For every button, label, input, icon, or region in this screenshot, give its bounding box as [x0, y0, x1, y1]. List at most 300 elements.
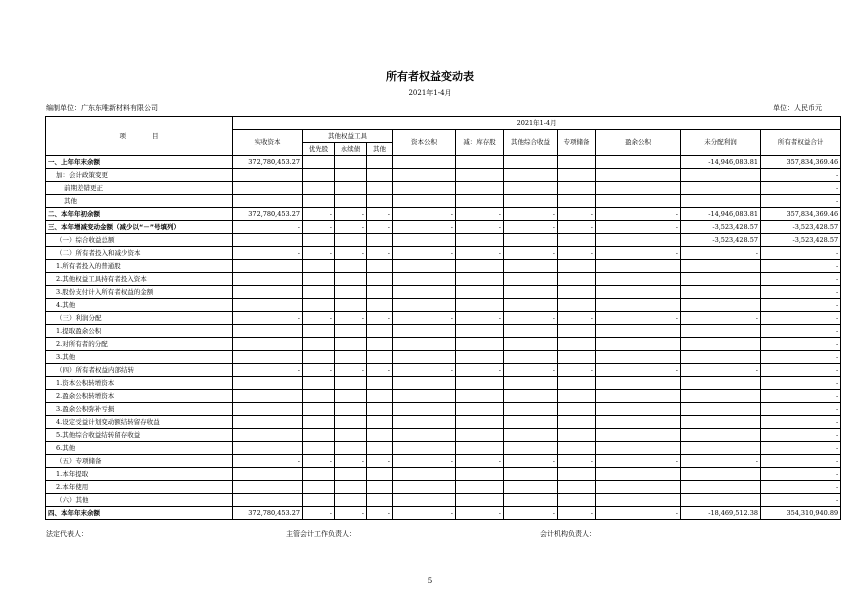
row-cell — [367, 351, 393, 364]
row-cell — [596, 377, 681, 390]
row-cell: - — [761, 403, 841, 416]
row-cell — [456, 286, 504, 299]
row-cell — [233, 377, 303, 390]
row-cell: - — [681, 247, 761, 260]
header-surplus: 盈余公积 — [596, 130, 681, 156]
row-cell: - — [367, 364, 393, 377]
row-cell: - — [761, 494, 841, 507]
row-cell: - — [233, 312, 303, 325]
row-cell: -3,523,428.57 — [761, 234, 841, 247]
row-cell: - — [393, 312, 456, 325]
row-cell — [456, 468, 504, 481]
row-label: 2.其他权益工具持有者投入资本 — [46, 273, 233, 286]
row-cell — [558, 273, 596, 286]
row-cell — [681, 442, 761, 455]
row-cell: - — [303, 507, 335, 520]
row-cell — [504, 338, 558, 351]
row-cell — [367, 403, 393, 416]
row-cell: - — [335, 221, 367, 234]
row-cell — [456, 494, 504, 507]
row-cell: - — [504, 364, 558, 377]
row-cell: - — [504, 455, 558, 468]
row-cell — [303, 299, 335, 312]
row-cell: -3,523,428.57 — [761, 221, 841, 234]
row-label: 5.其他综合收益结转留存收益 — [46, 429, 233, 442]
row-cell — [233, 234, 303, 247]
row-cell — [504, 403, 558, 416]
row-cell: - — [367, 507, 393, 520]
row-cell — [596, 351, 681, 364]
row-cell — [681, 273, 761, 286]
row-cell — [681, 260, 761, 273]
row-cell: - — [456, 312, 504, 325]
row-cell — [303, 169, 335, 182]
row-cell — [596, 416, 681, 429]
row-cell: - — [761, 325, 841, 338]
row-cell — [367, 169, 393, 182]
row-cell: - — [761, 468, 841, 481]
row-cell — [596, 169, 681, 182]
row-cell: - — [335, 208, 367, 221]
row-cell — [233, 325, 303, 338]
row-cell — [393, 390, 456, 403]
row-label: （五）专项储备 — [46, 455, 233, 468]
table-row — [46, 182, 841, 195]
row-cell — [367, 494, 393, 507]
row-cell — [456, 403, 504, 416]
row-cell: - — [335, 247, 367, 260]
row-cell — [504, 195, 558, 208]
row-cell — [233, 286, 303, 299]
row-cell — [367, 468, 393, 481]
row-cell: - — [596, 364, 681, 377]
row-cell — [596, 299, 681, 312]
row-cell — [303, 351, 335, 364]
row-cell — [681, 416, 761, 429]
row-cell: - — [393, 455, 456, 468]
row-cell: - — [761, 377, 841, 390]
row-cell: - — [456, 455, 504, 468]
row-label: 2.对所有者的分配 — [46, 338, 233, 351]
row-cell — [335, 156, 367, 169]
row-cell: -3,523,428.57 — [681, 221, 761, 234]
row-label: 加：会计政策变更 — [46, 169, 233, 182]
row-cell: - — [504, 507, 558, 520]
row-cell — [335, 195, 367, 208]
row-cell — [456, 260, 504, 273]
row-cell — [558, 195, 596, 208]
row-cell: -14,946,083.81 — [681, 208, 761, 221]
row-cell — [456, 299, 504, 312]
row-label: 4.设定受益计划变动额结转留存收益 — [46, 416, 233, 429]
row-cell: - — [303, 455, 335, 468]
row-cell — [681, 351, 761, 364]
table-row — [46, 416, 841, 429]
row-cell — [596, 481, 681, 494]
table-row — [46, 325, 841, 338]
table-row — [46, 494, 841, 507]
row-cell — [558, 403, 596, 416]
row-cell — [504, 169, 558, 182]
row-cell — [233, 442, 303, 455]
row-cell: - — [456, 208, 504, 221]
row-cell — [504, 429, 558, 442]
table-row — [46, 195, 841, 208]
row-cell — [504, 325, 558, 338]
row-cell — [233, 403, 303, 416]
row-cell — [681, 494, 761, 507]
row-cell — [303, 234, 335, 247]
row-cell: - — [761, 169, 841, 182]
row-cell — [335, 325, 367, 338]
row-cell: - — [761, 364, 841, 377]
row-cell — [335, 260, 367, 273]
row-cell: - — [558, 312, 596, 325]
row-cell — [558, 299, 596, 312]
row-cell — [504, 234, 558, 247]
table-row — [46, 377, 841, 390]
header-perpetual: 永续债 — [335, 143, 367, 156]
row-cell: - — [393, 247, 456, 260]
row-cell — [504, 416, 558, 429]
row-cell — [393, 468, 456, 481]
row-cell — [393, 338, 456, 351]
row-cell — [233, 429, 303, 442]
row-cell — [393, 325, 456, 338]
row-label: 四、本年年末余额 — [46, 507, 233, 520]
row-cell — [456, 195, 504, 208]
row-cell — [558, 182, 596, 195]
row-cell — [456, 156, 504, 169]
table-row — [46, 442, 841, 455]
table-row — [46, 260, 841, 273]
row-cell — [303, 273, 335, 286]
row-cell — [558, 338, 596, 351]
row-cell: - — [761, 299, 841, 312]
row-cell — [504, 494, 558, 507]
row-cell: - — [367, 208, 393, 221]
row-cell — [393, 494, 456, 507]
row-cell — [681, 169, 761, 182]
equity-change-table — [45, 116, 841, 520]
row-cell — [303, 442, 335, 455]
row-cell — [596, 494, 681, 507]
header-item: 项 目 — [46, 117, 233, 156]
table-row — [46, 429, 841, 442]
row-cell — [335, 351, 367, 364]
row-cell — [233, 390, 303, 403]
row-label: 2.盈余公积转增资本 — [46, 390, 233, 403]
row-cell: - — [761, 351, 841, 364]
row-cell — [303, 416, 335, 429]
table-row — [46, 338, 841, 351]
header-paid-in: 实收资本 — [233, 130, 303, 156]
row-cell — [335, 468, 367, 481]
row-cell: - — [393, 221, 456, 234]
row-cell — [558, 156, 596, 169]
header-treasury: 减：库存股 — [456, 130, 504, 156]
row-cell — [456, 429, 504, 442]
row-cell — [393, 156, 456, 169]
row-cell — [233, 169, 303, 182]
row-cell — [367, 273, 393, 286]
row-cell: 357,834,369.46 — [761, 208, 841, 221]
header-other: 其他 — [367, 143, 393, 156]
row-cell: - — [303, 312, 335, 325]
legal-representative: 法定代表人： — [46, 530, 88, 538]
row-cell: - — [303, 208, 335, 221]
row-cell — [393, 286, 456, 299]
row-cell: - — [504, 312, 558, 325]
row-cell — [596, 338, 681, 351]
row-cell — [303, 286, 335, 299]
row-cell: 354,310,940.89 — [761, 507, 841, 520]
row-cell — [367, 442, 393, 455]
row-cell — [456, 182, 504, 195]
row-cell: - — [596, 507, 681, 520]
row-cell: 372,780,453.27 — [233, 507, 303, 520]
row-cell — [456, 169, 504, 182]
row-cell: -14,946,083.81 — [681, 156, 761, 169]
row-cell — [367, 234, 393, 247]
row-cell — [335, 429, 367, 442]
row-cell: - — [761, 416, 841, 429]
row-label: （二）所有者投入和减少资本 — [46, 247, 233, 260]
row-cell — [504, 377, 558, 390]
row-cell — [558, 481, 596, 494]
row-cell — [393, 299, 456, 312]
row-cell — [233, 351, 303, 364]
row-cell — [558, 442, 596, 455]
row-label: 4.其他 — [46, 299, 233, 312]
row-cell: - — [456, 507, 504, 520]
row-cell: - — [761, 182, 841, 195]
row-cell — [681, 377, 761, 390]
row-cell — [558, 286, 596, 299]
accounting-org-head: 会计机构负责人： — [540, 530, 596, 538]
row-cell — [303, 260, 335, 273]
row-cell — [596, 195, 681, 208]
row-cell: - — [596, 208, 681, 221]
row-label: 1.本年提取 — [46, 468, 233, 481]
row-cell: - — [393, 364, 456, 377]
row-cell: - — [558, 364, 596, 377]
row-cell: - — [596, 455, 681, 468]
row-cell — [456, 351, 504, 364]
row-cell — [233, 481, 303, 494]
table-row — [46, 351, 841, 364]
row-cell — [681, 403, 761, 416]
row-cell: - — [504, 247, 558, 260]
table-row — [46, 390, 841, 403]
row-cell — [367, 286, 393, 299]
table-row — [46, 208, 841, 221]
row-cell — [335, 182, 367, 195]
row-cell — [504, 351, 558, 364]
row-cell — [456, 481, 504, 494]
row-cell — [233, 182, 303, 195]
row-cell: - — [233, 455, 303, 468]
row-cell — [596, 260, 681, 273]
row-cell — [558, 377, 596, 390]
row-cell — [335, 442, 367, 455]
row-cell: - — [456, 247, 504, 260]
row-label: （六）其他 — [46, 494, 233, 507]
row-cell — [504, 286, 558, 299]
row-cell — [303, 390, 335, 403]
table-row — [46, 286, 841, 299]
row-cell — [456, 377, 504, 390]
row-cell — [393, 429, 456, 442]
row-label: 1.资本公积转增资本 — [46, 377, 233, 390]
header-special-reserve: 专项储备 — [558, 130, 596, 156]
row-cell — [456, 416, 504, 429]
row-cell — [303, 494, 335, 507]
row-cell: - — [761, 260, 841, 273]
row-cell — [233, 195, 303, 208]
row-cell — [367, 156, 393, 169]
row-cell: - — [335, 312, 367, 325]
row-cell — [335, 390, 367, 403]
row-cell — [504, 156, 558, 169]
table-row — [46, 481, 841, 494]
row-cell — [558, 468, 596, 481]
row-cell — [303, 429, 335, 442]
table-row — [46, 364, 841, 377]
row-label: 一、上年年末余额 — [46, 156, 233, 169]
row-cell — [558, 429, 596, 442]
header-row-1 — [46, 117, 841, 130]
row-label: 3.其他 — [46, 351, 233, 364]
row-cell — [367, 299, 393, 312]
row-label: （一）综合收益总额 — [46, 234, 233, 247]
row-cell — [456, 234, 504, 247]
row-cell: - — [335, 455, 367, 468]
row-cell: - — [303, 221, 335, 234]
row-cell — [233, 338, 303, 351]
row-cell: - — [681, 364, 761, 377]
row-cell: - — [335, 364, 367, 377]
row-cell: - — [596, 221, 681, 234]
row-cell: - — [233, 247, 303, 260]
row-label: （四）所有者权益内部结转 — [46, 364, 233, 377]
row-cell — [681, 182, 761, 195]
table-row — [46, 312, 841, 325]
row-cell — [504, 260, 558, 273]
row-label: 1.所有者投入的普通股 — [46, 260, 233, 273]
table-row — [46, 156, 841, 169]
page-number: 5 — [427, 577, 433, 585]
row-cell — [596, 442, 681, 455]
row-cell — [335, 286, 367, 299]
table-row — [46, 234, 841, 247]
row-cell — [504, 442, 558, 455]
row-cell — [393, 182, 456, 195]
row-cell — [456, 442, 504, 455]
row-cell — [303, 468, 335, 481]
row-cell — [393, 416, 456, 429]
row-cell: - — [393, 208, 456, 221]
row-cell — [504, 390, 558, 403]
row-cell: - — [596, 247, 681, 260]
row-cell — [558, 169, 596, 182]
row-cell — [456, 338, 504, 351]
row-cell — [681, 468, 761, 481]
row-cell — [681, 325, 761, 338]
row-cell — [504, 273, 558, 286]
row-cell: - — [761, 286, 841, 299]
table-row — [46, 507, 841, 520]
row-cell — [393, 377, 456, 390]
row-cell — [596, 325, 681, 338]
row-cell: - — [233, 364, 303, 377]
row-cell — [596, 403, 681, 416]
row-cell: - — [456, 364, 504, 377]
row-cell — [367, 338, 393, 351]
row-cell — [504, 481, 558, 494]
row-label: 3.股份支付计入所有者权益的金额 — [46, 286, 233, 299]
row-cell — [393, 481, 456, 494]
row-cell: 372,780,453.27 — [233, 156, 303, 169]
row-cell — [367, 481, 393, 494]
row-label: 三、本年增减变动金额（减少以“－”号填列） — [46, 221, 233, 234]
row-cell: - — [335, 507, 367, 520]
table-row — [46, 403, 841, 416]
row-cell — [367, 195, 393, 208]
row-cell — [367, 429, 393, 442]
row-label: 6.其他 — [46, 442, 233, 455]
row-cell — [681, 195, 761, 208]
row-cell — [596, 390, 681, 403]
table-row — [46, 273, 841, 286]
row-cell — [596, 273, 681, 286]
row-cell — [558, 390, 596, 403]
row-cell: - — [558, 208, 596, 221]
row-cell: - — [558, 455, 596, 468]
row-cell: -3,523,428.57 — [681, 234, 761, 247]
row-cell — [393, 351, 456, 364]
row-cell — [233, 299, 303, 312]
row-cell — [596, 429, 681, 442]
row-cell — [504, 182, 558, 195]
row-cell: - — [504, 208, 558, 221]
row-cell — [303, 481, 335, 494]
row-cell — [456, 390, 504, 403]
row-cell — [303, 195, 335, 208]
row-cell — [681, 390, 761, 403]
table-row — [46, 247, 841, 260]
row-cell: - — [761, 455, 841, 468]
row-cell — [393, 260, 456, 273]
row-cell: - — [761, 195, 841, 208]
row-cell: - — [367, 247, 393, 260]
row-cell — [233, 416, 303, 429]
accounting-head: 主管会计工作负责人： — [286, 530, 356, 538]
row-cell: - — [761, 273, 841, 286]
row-cell — [681, 429, 761, 442]
row-cell — [367, 390, 393, 403]
row-cell — [233, 468, 303, 481]
row-cell — [558, 416, 596, 429]
table-row — [46, 221, 841, 234]
row-cell — [303, 325, 335, 338]
row-cell — [393, 273, 456, 286]
header-preferred: 优先股 — [303, 143, 335, 156]
row-cell — [393, 403, 456, 416]
row-cell — [681, 338, 761, 351]
row-cell: - — [761, 442, 841, 455]
row-cell: - — [303, 247, 335, 260]
